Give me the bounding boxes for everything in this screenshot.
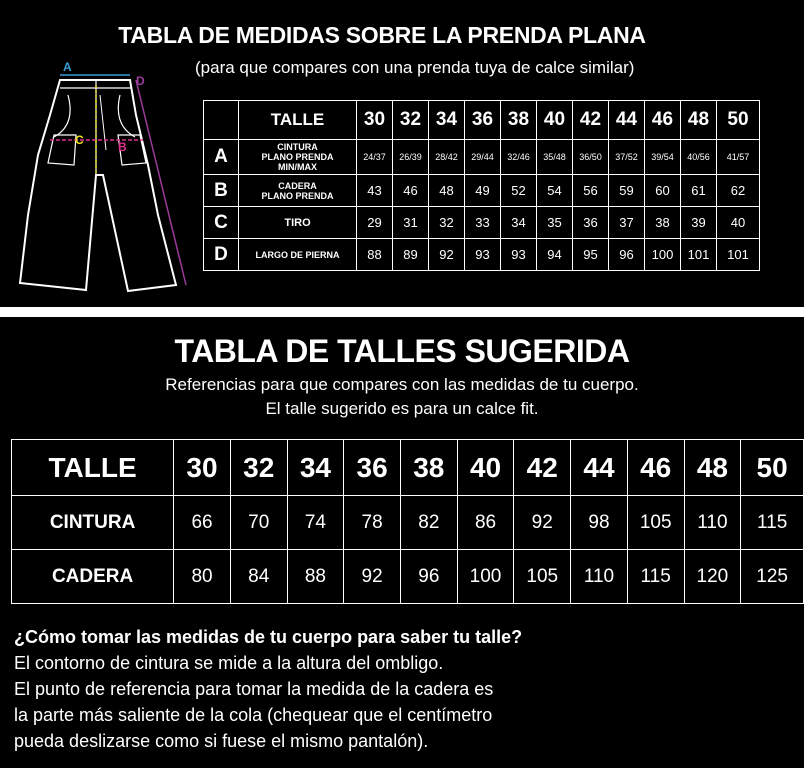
pants-outline bbox=[20, 80, 176, 291]
diagram-letter-a: A bbox=[63, 60, 72, 74]
size-header: 44 bbox=[609, 101, 645, 140]
row-label-cadera: CADERA bbox=[12, 550, 174, 604]
label-line: PLANO PRENDA bbox=[261, 190, 334, 201]
size-header: 30 bbox=[357, 101, 393, 140]
size-header: 30 bbox=[174, 440, 231, 496]
table-cell: 96 bbox=[609, 239, 645, 271]
size-header: 38 bbox=[400, 440, 457, 496]
row-letter-a: A bbox=[204, 140, 239, 175]
table-cell: 39 bbox=[681, 207, 717, 239]
table-cell: 101 bbox=[717, 239, 760, 271]
row-label-cintura bbox=[239, 140, 357, 175]
table-cell: 35/48 bbox=[537, 140, 573, 175]
table-cell: 86 bbox=[457, 496, 514, 550]
measure-line-d bbox=[136, 80, 186, 285]
table-cell: 120 bbox=[684, 550, 741, 604]
table-header-row bbox=[12, 440, 804, 496]
size-header: 34 bbox=[287, 440, 344, 496]
size-header: 32 bbox=[230, 440, 287, 496]
size-header: 40 bbox=[537, 101, 573, 140]
table-cell: 43 bbox=[357, 175, 393, 207]
size-header: 36 bbox=[344, 440, 401, 496]
size-header: 48 bbox=[681, 101, 717, 140]
table-cell: 110 bbox=[571, 550, 628, 604]
table-cell: 46 bbox=[393, 175, 429, 207]
table-cell: 24/37 bbox=[357, 140, 393, 175]
table-row-tiro bbox=[204, 207, 760, 239]
table-cell: 31 bbox=[393, 207, 429, 239]
table-cell: 92 bbox=[514, 496, 571, 550]
table-cell: 93 bbox=[465, 239, 501, 271]
table-cell: 78 bbox=[344, 496, 401, 550]
flat-measurements-panel bbox=[0, 0, 804, 307]
table-cell: 105 bbox=[514, 550, 571, 604]
table-row-cintura bbox=[204, 140, 760, 175]
label-line: PLANO PRENDA bbox=[261, 152, 334, 162]
table-cell: 29/44 bbox=[465, 140, 501, 175]
table-cell: 115 bbox=[741, 496, 804, 550]
suggested-sizes-title: TABLA DE TALLES SUGERIDA bbox=[174, 333, 630, 369]
table-cell: 52 bbox=[501, 175, 537, 207]
table-cell: 92 bbox=[344, 550, 401, 604]
row-letter-c: C bbox=[204, 207, 239, 239]
table-cell: 40/56 bbox=[681, 140, 717, 175]
row-label-cintura: CINTURA bbox=[12, 496, 174, 550]
table-cell: 61 bbox=[681, 175, 717, 207]
table-cell: 32/46 bbox=[501, 140, 537, 175]
how-to-line: pueda deslizarse como si fuese el mismo pantalón). bbox=[14, 731, 429, 751]
table-cell: 95 bbox=[573, 239, 609, 271]
size-header: 42 bbox=[514, 440, 571, 496]
how-to-line: El punto de referencia para tomar la medida de la cadera es bbox=[14, 679, 494, 699]
suggested-sizes-table bbox=[11, 439, 804, 604]
table-cell: 35 bbox=[537, 207, 573, 239]
size-header: 50 bbox=[741, 440, 804, 496]
flat-measurements-title: TABLA DE MEDIDAS SOBRE LA PRENDA PLANA bbox=[118, 22, 646, 48]
size-header-label: TALLE bbox=[12, 440, 174, 496]
table-cell: 40 bbox=[717, 207, 760, 239]
row-letter-b: B bbox=[204, 175, 239, 207]
table-cell: 105 bbox=[627, 496, 684, 550]
table-cell: 74 bbox=[287, 496, 344, 550]
table-cell: 33 bbox=[465, 207, 501, 239]
size-header: 34 bbox=[429, 101, 465, 140]
table-cell: 98 bbox=[571, 496, 628, 550]
how-to-measure bbox=[14, 624, 522, 754]
table-cell: 70 bbox=[230, 496, 287, 550]
table-cell: 60 bbox=[645, 175, 681, 207]
table-row-largo bbox=[204, 239, 760, 271]
table-cell: 56 bbox=[573, 175, 609, 207]
table-cell: 34 bbox=[501, 207, 537, 239]
table-cell: 66 bbox=[174, 496, 231, 550]
table-cell: 37 bbox=[609, 207, 645, 239]
table-cell: 36/50 bbox=[573, 140, 609, 175]
table-cell: 28/42 bbox=[429, 140, 465, 175]
diagram-letter-c: C bbox=[75, 133, 84, 147]
table-cell: 115 bbox=[627, 550, 684, 604]
table-cell: 54 bbox=[537, 175, 573, 207]
size-header: 46 bbox=[645, 101, 681, 140]
row-label-tiro bbox=[239, 207, 357, 239]
table-cell: 82 bbox=[400, 496, 457, 550]
subtitle-line-2: El talle sugerido es para un calce fit. bbox=[265, 399, 539, 418]
label-line: LARGO DE PIERNA bbox=[255, 249, 340, 260]
diagram-letter-b: B bbox=[118, 140, 127, 154]
size-header: 46 bbox=[627, 440, 684, 496]
size-header: 50 bbox=[717, 101, 760, 140]
row-label-largo bbox=[239, 239, 357, 271]
table-cell: 84 bbox=[230, 550, 287, 604]
table-cell: 94 bbox=[537, 239, 573, 271]
size-header: 48 bbox=[684, 440, 741, 496]
size-header: 32 bbox=[393, 101, 429, 140]
table-cell: 88 bbox=[357, 239, 393, 271]
subtitle-line-1: Referencias para que compares con las medidas de tu cuerpo. bbox=[165, 375, 639, 394]
table-cell: 38 bbox=[645, 207, 681, 239]
label-line: TIRO bbox=[284, 216, 311, 229]
row-label-cadera bbox=[239, 175, 357, 207]
table-cell: 59 bbox=[609, 175, 645, 207]
table-header-row bbox=[204, 101, 760, 140]
table-cell: 49 bbox=[465, 175, 501, 207]
table-cell: 101 bbox=[681, 239, 717, 271]
table-cell: 39/54 bbox=[645, 140, 681, 175]
table-row-cadera bbox=[204, 175, 760, 207]
flat-measurements-table bbox=[203, 100, 760, 271]
table-cell: 96 bbox=[400, 550, 457, 604]
table-cell: 32 bbox=[429, 207, 465, 239]
table-cell: 41/57 bbox=[717, 140, 760, 175]
table-cell: 110 bbox=[684, 496, 741, 550]
table-cell: 29 bbox=[357, 207, 393, 239]
size-header: 36 bbox=[465, 101, 501, 140]
table-cell: 36 bbox=[573, 207, 609, 239]
table-cell: 80 bbox=[174, 550, 231, 604]
corner-cell bbox=[204, 101, 239, 140]
table-cell: 48 bbox=[429, 175, 465, 207]
table-cell: 89 bbox=[393, 239, 429, 271]
suggested-sizes-subtitle bbox=[0, 373, 804, 421]
table-cell: 26/39 bbox=[393, 140, 429, 175]
row-letter-d: D bbox=[204, 239, 239, 271]
how-to-question: ¿Cómo tomar las medidas de tu cuerpo para saber tu talle? bbox=[14, 627, 523, 647]
table-cell: 62 bbox=[717, 175, 760, 207]
diagram-letter-d: D bbox=[136, 74, 145, 88]
pants-diagram bbox=[8, 55, 198, 295]
table-cell: 100 bbox=[645, 239, 681, 271]
table-cell: 125 bbox=[741, 550, 804, 604]
table-cell: 37/52 bbox=[609, 140, 645, 175]
label-line: CADERA bbox=[278, 180, 317, 191]
size-header-label: TALLE bbox=[239, 101, 357, 140]
size-header: 40 bbox=[457, 440, 514, 496]
table-cell: 92 bbox=[429, 239, 465, 271]
size-header: 44 bbox=[571, 440, 628, 496]
section-divider bbox=[0, 307, 804, 317]
label-line: MIN/MAX bbox=[278, 162, 317, 172]
table-cell: 100 bbox=[457, 550, 514, 604]
flat-measurements-subtitle: (para que compares con una prenda tuya de calce similar) bbox=[195, 58, 635, 77]
how-to-line: la parte más saliente de la cola (chequear que el centímetro bbox=[14, 705, 493, 725]
table-row-cintura bbox=[12, 496, 804, 550]
size-header: 38 bbox=[501, 101, 537, 140]
size-header: 42 bbox=[573, 101, 609, 140]
table-cell: 88 bbox=[287, 550, 344, 604]
table-cell: 93 bbox=[501, 239, 537, 271]
suggested-sizes-panel bbox=[0, 317, 804, 768]
label-line: CINTURA bbox=[277, 142, 318, 152]
table-row-cadera bbox=[12, 550, 804, 604]
how-to-line: El contorno de cintura se mide a la altura del ombligo. bbox=[14, 653, 444, 673]
